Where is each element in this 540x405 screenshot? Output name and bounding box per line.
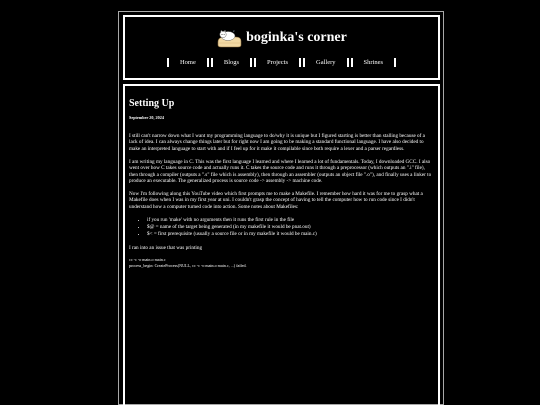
svg-text:z: z (233, 29, 235, 33)
nav-link-shrines[interactable]: Shrines (363, 58, 383, 66)
sleeping-creature-on-bread-logo-icon (216, 28, 242, 48)
main-nav (125, 55, 438, 69)
makefile-notes-list (129, 217, 434, 238)
code-output-line: process_begin: CreateProcess(NULL, cc -c -o main.o main.c, ...) failed. (129, 263, 247, 269)
nav-link-home[interactable]: Home (179, 58, 196, 66)
code-output-line: cc -c -o main.o main.c (129, 257, 166, 263)
nav-link-blogs[interactable]: Blogs (223, 58, 240, 66)
post-title: Setting Up (129, 98, 175, 109)
post-paragraph: Now I'm following along this YouTube video which first prompts me to make a Makefile. I remember how hard it was for me to grasp what a Makefile does when I was in my first year at uni. I couldn't grasp the concept of having to tell the computer how to run code since I didn't understand how a computer turned code into action. Some notes about Makefiles: (129, 190, 423, 210)
nav-divider (394, 58, 396, 67)
blog-post-panel (123, 84, 440, 405)
list-item: • $< = first prerequisite (usually a source file or in my makefile it would be main.c) (147, 231, 434, 238)
post-paragraph: I am writing my language in C. This was the first language I learned and where I learned a lot of fundamentals. Today, I downloaded GCC. I also went over how C takes source code and actually runs it. C takes the source code and runs it through a preprocessor (which outputs an ".i" file), then through a compiler (outputs a ".s" file which is assembly), then through an assembler (outputs an object file ".o"), and finally uses a linker to produce an executable. The generalized process is source code -> assembly -> machine code. (129, 158, 432, 184)
title-row (125, 25, 438, 51)
post-date: September 20, 2024 (129, 115, 164, 120)
post-paragraph: I ran into an issue that was printing (129, 244, 203, 251)
list-item: • if you run 'make' with no arguments then it runs the first rule in the file (147, 217, 434, 224)
nav-link-projects[interactable]: Projects (267, 58, 288, 66)
post-paragraph: I still can't narrow down what I want my programming language to do/why it is unique but I figured starting is better than stalling because of a lack of idea. I can always change things later but for right now I am going to be making a standard functional language. I have also decided to make an interpreted language to start with and if I feel up for it make it compilable since both require a lexer and a parser regardless. (129, 133, 425, 152)
site-title: boginka's corner (246, 30, 347, 45)
nav-link-gallery[interactable]: Gallery (316, 58, 336, 66)
site-header (123, 15, 440, 80)
list-item: • $@ = name of the target being generated (in my makefile it would be pnat.out) (147, 224, 434, 231)
